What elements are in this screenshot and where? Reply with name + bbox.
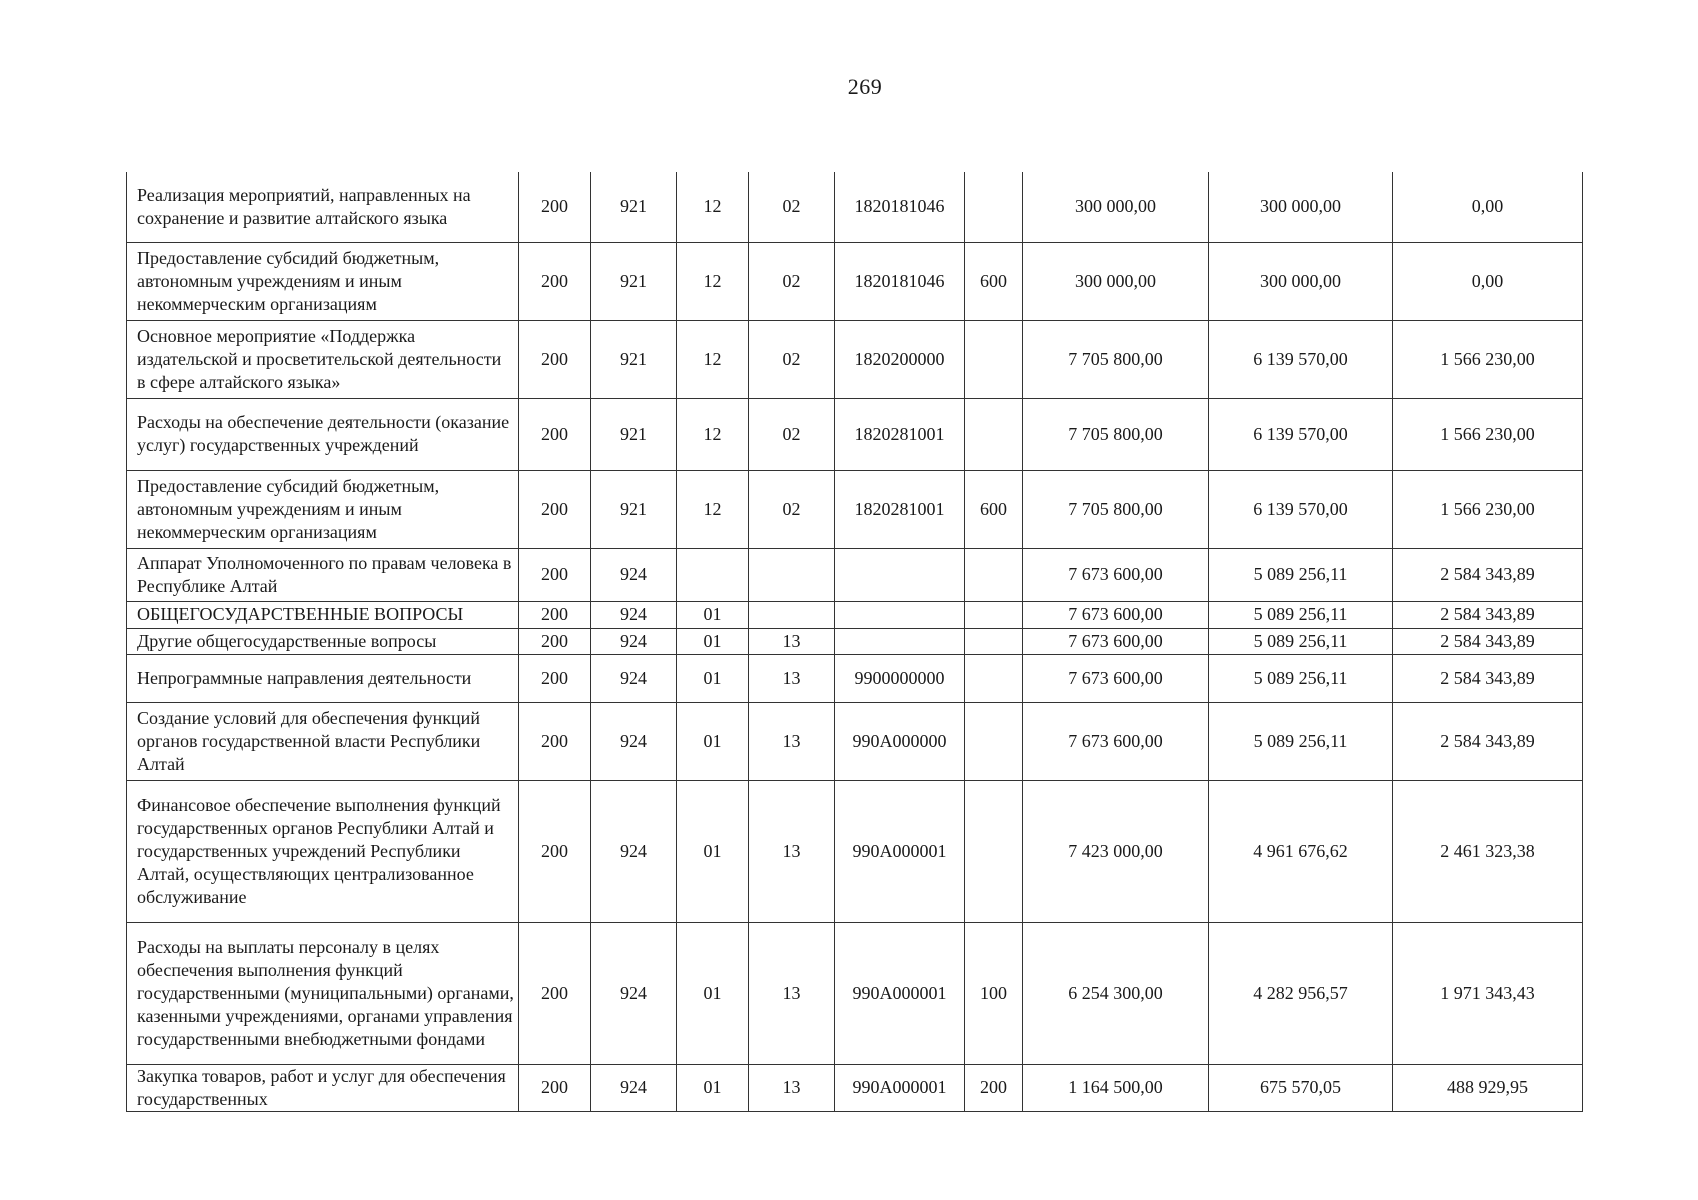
code-cell: 12 (677, 172, 749, 242)
code-cell (835, 548, 965, 601)
code-cell: 200 (519, 1064, 591, 1111)
code-cell: 1820200000 (835, 320, 965, 398)
code-cell: 01 (677, 628, 749, 654)
code-cell: 01 (677, 780, 749, 922)
amount-cell: 300 000,00 (1023, 172, 1209, 242)
code-cell: 01 (677, 922, 749, 1064)
row-name: ОБЩЕГОСУДАРСТВЕННЫЕ ВОПРОСЫ (127, 601, 519, 628)
row-name: Другие общегосударственные вопросы (127, 628, 519, 654)
amount-cell: 2 461 323,38 (1393, 780, 1583, 922)
code-cell: 924 (591, 601, 677, 628)
code-cell: 600 (965, 470, 1023, 548)
code-cell: 100 (965, 922, 1023, 1064)
amount-cell: 1 971 343,43 (1393, 922, 1583, 1064)
code-cell (835, 601, 965, 628)
code-cell: 01 (677, 601, 749, 628)
code-cell: 12 (677, 398, 749, 470)
code-cell (965, 172, 1023, 242)
code-cell (965, 628, 1023, 654)
code-cell: 13 (749, 702, 835, 780)
code-cell (965, 398, 1023, 470)
code-cell: 01 (677, 654, 749, 702)
code-cell (965, 654, 1023, 702)
amount-cell: 300 000,00 (1023, 242, 1209, 320)
amount-cell: 1 164 500,00 (1023, 1064, 1209, 1111)
code-cell: 200 (519, 548, 591, 601)
amount-cell: 2 584 343,89 (1393, 654, 1583, 702)
amount-cell: 2 584 343,89 (1393, 628, 1583, 654)
code-cell: 600 (965, 242, 1023, 320)
code-cell: 02 (749, 320, 835, 398)
code-cell: 924 (591, 628, 677, 654)
amount-cell: 300 000,00 (1209, 242, 1393, 320)
amount-cell: 1 566 230,00 (1393, 320, 1583, 398)
code-cell: 13 (749, 922, 835, 1064)
code-cell: 921 (591, 242, 677, 320)
table-row (127, 242, 1583, 320)
code-cell (965, 548, 1023, 601)
amount-cell: 2 584 343,89 (1393, 702, 1583, 780)
row-name: Реализация мероприятий, направленных на сохранение и развитие алтайского языка (127, 172, 519, 242)
code-cell: 9900000000 (835, 654, 965, 702)
code-cell: 921 (591, 470, 677, 548)
code-cell: 13 (749, 654, 835, 702)
amount-cell: 7 705 800,00 (1023, 470, 1209, 548)
row-name: Создание условий для обеспечения функций органов государственной власти Республики Алтай (127, 702, 519, 780)
code-cell: 990А000001 (835, 1064, 965, 1111)
amount-cell: 5 089 256,11 (1209, 601, 1393, 628)
code-cell: 1820281001 (835, 398, 965, 470)
amount-cell: 5 089 256,11 (1209, 548, 1393, 601)
code-cell: 924 (591, 702, 677, 780)
amount-cell: 7 705 800,00 (1023, 320, 1209, 398)
amount-cell: 6 139 570,00 (1209, 320, 1393, 398)
row-name: Закупка товаров, работ и услуг для обеспечения государственных (127, 1064, 519, 1111)
row-name: Предоставление субсидий бюджетным, автономным учреждениям и иным некоммерческим организациям (127, 242, 519, 320)
amount-cell: 675 570,05 (1209, 1064, 1393, 1111)
code-cell: 921 (591, 320, 677, 398)
code-cell (965, 780, 1023, 922)
code-cell: 200 (519, 172, 591, 242)
code-cell: 01 (677, 702, 749, 780)
code-cell: 200 (519, 242, 591, 320)
row-name: Непрограммные направления деятельности (127, 654, 519, 702)
code-cell: 12 (677, 242, 749, 320)
table-row (127, 470, 1583, 548)
table-row (127, 654, 1583, 702)
code-cell: 200 (519, 702, 591, 780)
code-cell: 200 (519, 601, 591, 628)
row-name: Предоставление субсидий бюджетным, автономным учреждениям и иным некоммерческим организациям (127, 470, 519, 548)
table-row (127, 780, 1583, 922)
code-cell (749, 601, 835, 628)
code-cell: 921 (591, 398, 677, 470)
amount-cell: 0,00 (1393, 172, 1583, 242)
code-cell: 990А000001 (835, 780, 965, 922)
amount-cell: 4 282 956,57 (1209, 922, 1393, 1064)
code-cell: 990А000001 (835, 922, 965, 1064)
table-row (127, 398, 1583, 470)
code-cell: 1820181046 (835, 172, 965, 242)
amount-cell: 7 673 600,00 (1023, 548, 1209, 601)
code-cell: 200 (519, 654, 591, 702)
table-row (127, 320, 1583, 398)
code-cell: 990А000000 (835, 702, 965, 780)
amount-cell: 7 673 600,00 (1023, 702, 1209, 780)
amount-cell: 6 139 570,00 (1209, 398, 1393, 470)
code-cell: 1820281001 (835, 470, 965, 548)
amount-cell: 5 089 256,11 (1209, 702, 1393, 780)
page-number: 269 (847, 74, 883, 99)
code-cell: 924 (591, 780, 677, 922)
code-cell: 13 (749, 628, 835, 654)
amount-cell: 488 929,95 (1393, 1064, 1583, 1111)
code-cell: 200 (519, 922, 591, 1064)
row-name: Финансовое обеспечение выполнения функций государственных органов Республики Алтай и государственных учреждений Республики Алтай, осуществляющих централизованное обслуживание (127, 780, 519, 922)
code-cell: 01 (677, 1064, 749, 1111)
code-cell: 13 (749, 1064, 835, 1111)
table-row (127, 548, 1583, 601)
table-row (127, 628, 1583, 654)
code-cell: 200 (519, 398, 591, 470)
table-row (127, 702, 1583, 780)
code-cell (835, 628, 965, 654)
amount-cell: 2 584 343,89 (1393, 601, 1583, 628)
row-name: Расходы на выплаты персоналу в целях обеспечения выполнения функций государственными (муниципальными) органами, казенными учреждениями, органами управления государственными внебюджетными фондами (127, 922, 519, 1064)
amount-cell: 6 254 300,00 (1023, 922, 1209, 1064)
code-cell: 1820181046 (835, 242, 965, 320)
code-cell: 12 (677, 470, 749, 548)
code-cell: 200 (519, 470, 591, 548)
code-cell: 200 (519, 320, 591, 398)
code-cell (749, 548, 835, 601)
amount-cell: 4 961 676,62 (1209, 780, 1393, 922)
amount-cell: 7 673 600,00 (1023, 628, 1209, 654)
code-cell (965, 601, 1023, 628)
table-row (127, 601, 1583, 628)
table-row (127, 1064, 1583, 1111)
amount-cell: 7 673 600,00 (1023, 601, 1209, 628)
code-cell: 02 (749, 242, 835, 320)
row-name: Основное мероприятие «Поддержка издательской и просветительской деятельности в сфере алтайского языка» (127, 320, 519, 398)
code-cell: 12 (677, 320, 749, 398)
amount-cell: 6 139 570,00 (1209, 470, 1393, 548)
code-cell (965, 702, 1023, 780)
amount-cell: 7 423 000,00 (1023, 780, 1209, 922)
code-cell: 13 (749, 780, 835, 922)
amount-cell: 5 089 256,11 (1209, 628, 1393, 654)
code-cell: 924 (591, 654, 677, 702)
amount-cell: 300 000,00 (1209, 172, 1393, 242)
amount-cell: 5 089 256,11 (1209, 654, 1393, 702)
table-row (127, 172, 1583, 242)
code-cell: 200 (965, 1064, 1023, 1111)
code-cell: 924 (591, 922, 677, 1064)
code-cell: 921 (591, 172, 677, 242)
row-name: Аппарат Уполномоченного по правам человека в Республике Алтай (127, 548, 519, 601)
row-name: Расходы на обеспечение деятельности (оказание услуг) государственных учреждений (127, 398, 519, 470)
code-cell: 200 (519, 780, 591, 922)
table-row (127, 922, 1583, 1064)
code-cell: 02 (749, 398, 835, 470)
amount-cell: 0,00 (1393, 242, 1583, 320)
code-cell: 924 (591, 548, 677, 601)
code-cell (965, 320, 1023, 398)
amount-cell: 2 584 343,89 (1393, 548, 1583, 601)
amount-cell: 7 705 800,00 (1023, 398, 1209, 470)
code-cell: 924 (591, 1064, 677, 1111)
code-cell: 200 (519, 628, 591, 654)
code-cell: 02 (749, 172, 835, 242)
amount-cell: 1 566 230,00 (1393, 470, 1583, 548)
amount-cell: 7 673 600,00 (1023, 654, 1209, 702)
amount-cell: 1 566 230,00 (1393, 398, 1583, 470)
code-cell: 02 (749, 470, 835, 548)
budget-table (126, 172, 1583, 1112)
code-cell (677, 548, 749, 601)
